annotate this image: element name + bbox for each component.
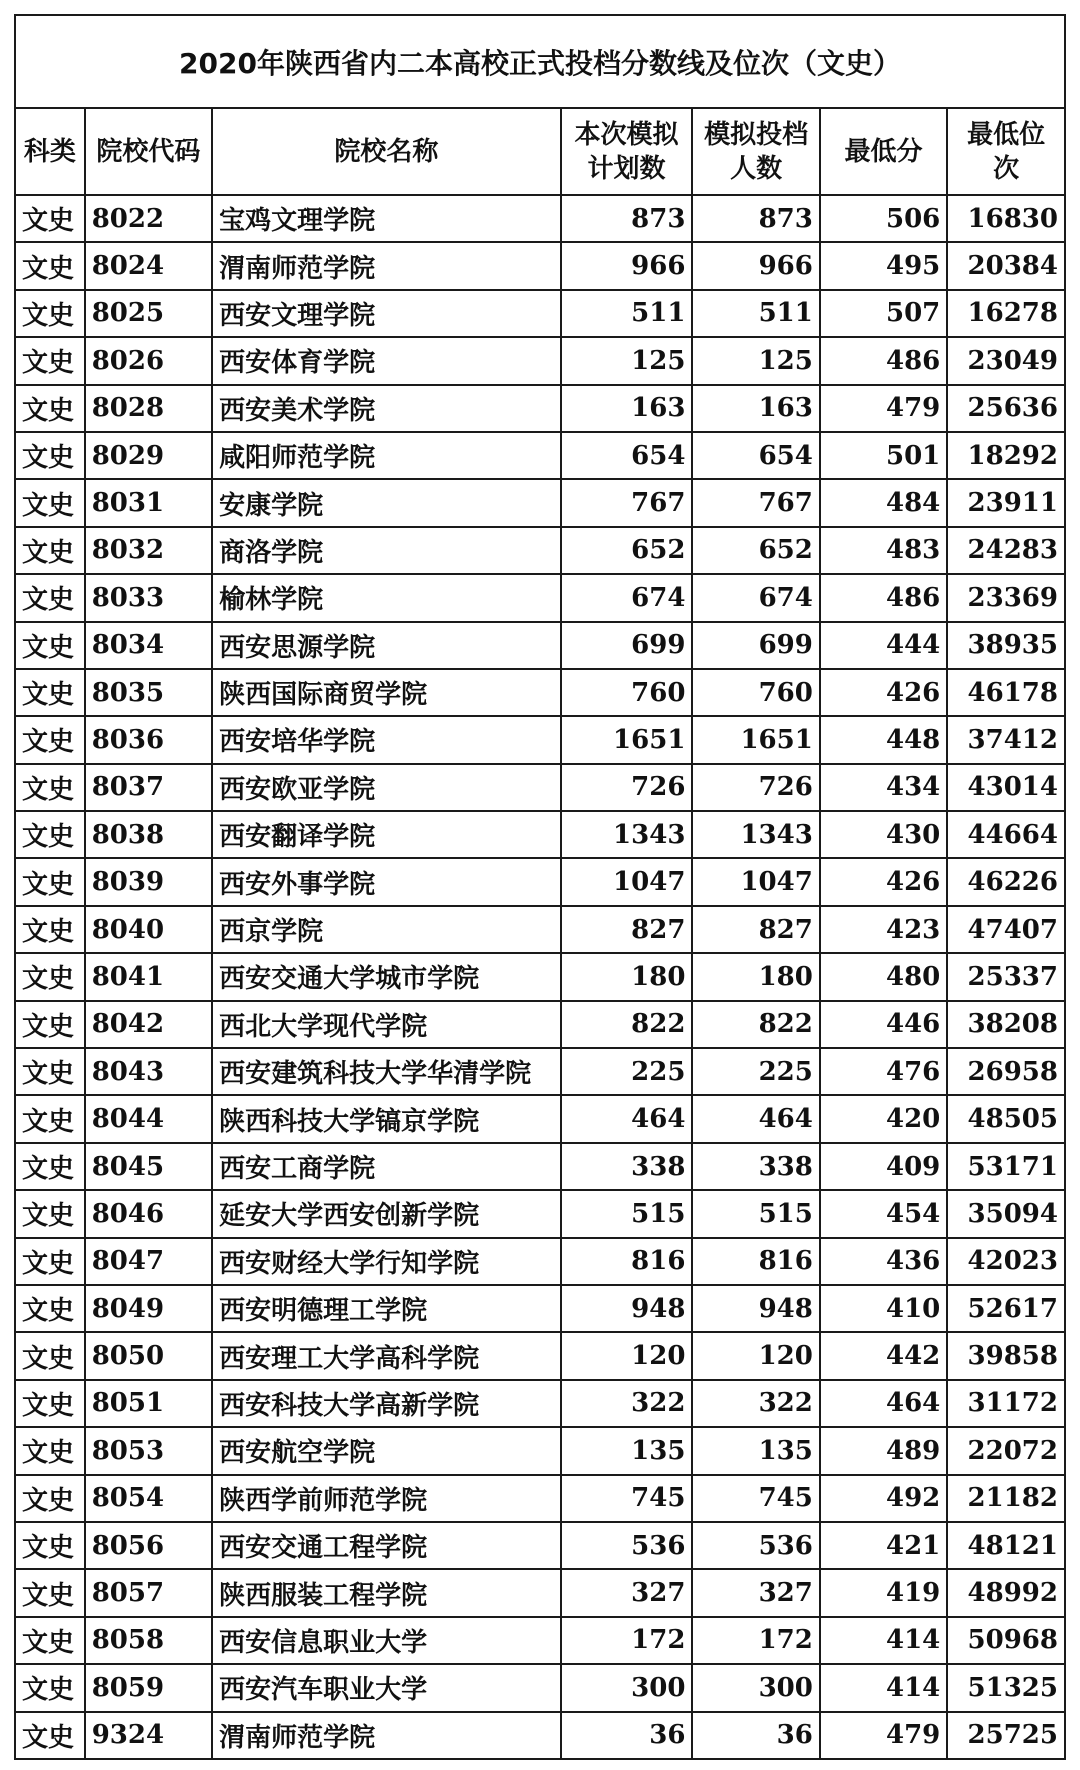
header-plan: 本次模拟计划数 (561, 108, 693, 195)
cell-name: 西安建筑科技大学华清学院 (212, 1048, 561, 1095)
cell-min-score: 426 (820, 858, 947, 905)
cell-plan: 338 (561, 1143, 693, 1190)
cell-min-rank: 22072 (947, 1427, 1065, 1474)
cell-min-rank: 51325 (947, 1664, 1065, 1711)
cell-code: 8051 (85, 1380, 212, 1427)
cell-plan: 699 (561, 622, 693, 669)
cell-plan: 767 (561, 479, 693, 526)
cell-min-rank: 20384 (947, 242, 1065, 289)
cell-min-rank: 46178 (947, 669, 1065, 716)
cell-type: 文史 (15, 195, 85, 242)
table-row (15, 1238, 1065, 1285)
cell-type: 文史 (15, 953, 85, 1000)
cell-code: 8049 (85, 1285, 212, 1332)
cell-code: 8033 (85, 574, 212, 621)
cell-plan: 654 (561, 432, 693, 479)
cell-code: 8037 (85, 764, 212, 811)
cell-min-rank: 42023 (947, 1238, 1065, 1285)
header-code: 院校代码 (85, 108, 212, 195)
cell-plan: 822 (561, 1001, 693, 1048)
cell-name: 西安航空学院 (212, 1427, 561, 1474)
cell-code: 8029 (85, 432, 212, 479)
cell-min-rank: 16830 (947, 195, 1065, 242)
cell-type: 文史 (15, 764, 85, 811)
table-row (15, 622, 1065, 669)
header-min-score: 最低分 (820, 108, 947, 195)
cell-code: 8028 (85, 385, 212, 432)
cell-name: 西安翻译学院 (212, 811, 561, 858)
cell-name: 安康学院 (212, 479, 561, 526)
cell-sim: 760 (692, 669, 819, 716)
cell-sim: 966 (692, 242, 819, 289)
cell-code: 8046 (85, 1190, 212, 1237)
cell-min-rank: 21182 (947, 1475, 1065, 1522)
cell-type: 文史 (15, 242, 85, 289)
cell-min-score: 479 (820, 1712, 947, 1759)
cell-min-rank: 25636 (947, 385, 1065, 432)
cell-code: 8053 (85, 1427, 212, 1474)
cell-code: 8041 (85, 953, 212, 1000)
cell-plan: 515 (561, 1190, 693, 1237)
table-row (15, 1048, 1065, 1095)
cell-type: 文史 (15, 669, 85, 716)
table-row (15, 242, 1065, 289)
cell-sim: 948 (692, 1285, 819, 1332)
cell-code: 8022 (85, 195, 212, 242)
cell-sim: 180 (692, 953, 819, 1000)
cell-plan: 464 (561, 1095, 693, 1142)
cell-type: 文史 (15, 716, 85, 763)
cell-code: 9324 (85, 1712, 212, 1759)
cell-sim: 827 (692, 906, 819, 953)
header-type: 科类 (15, 108, 85, 195)
cell-min-score: 480 (820, 953, 947, 1000)
cell-name: 咸阳师范学院 (212, 432, 561, 479)
cell-min-score: 506 (820, 195, 947, 242)
cell-plan: 674 (561, 574, 693, 621)
cell-min-rank: 52617 (947, 1285, 1065, 1332)
cell-name: 西安培华学院 (212, 716, 561, 763)
cell-sim: 338 (692, 1143, 819, 1190)
cell-type: 文史 (15, 527, 85, 574)
cell-min-rank: 38935 (947, 622, 1065, 669)
cell-plan: 760 (561, 669, 693, 716)
cell-name: 西安财经大学行知学院 (212, 1238, 561, 1285)
cell-min-score: 484 (820, 479, 947, 526)
cell-name: 西安汽车职业大学 (212, 1664, 561, 1711)
table-row (15, 906, 1065, 953)
cell-min-rank: 39858 (947, 1332, 1065, 1379)
cell-code: 8058 (85, 1617, 212, 1664)
cell-sim: 300 (692, 1664, 819, 1711)
cell-min-score: 419 (820, 1569, 947, 1616)
cell-min-rank: 23911 (947, 479, 1065, 526)
cell-type: 文史 (15, 622, 85, 669)
cell-min-rank: 38208 (947, 1001, 1065, 1048)
cell-name: 渭南师范学院 (212, 242, 561, 289)
cell-type: 文史 (15, 1190, 85, 1237)
cell-name: 西安外事学院 (212, 858, 561, 905)
cell-min-rank: 24283 (947, 527, 1065, 574)
table-row (15, 716, 1065, 763)
cell-min-score: 489 (820, 1427, 947, 1474)
cell-type: 文史 (15, 1427, 85, 1474)
cell-plan: 163 (561, 385, 693, 432)
cell-code: 8057 (85, 1569, 212, 1616)
header-sim: 模拟投档人数 (692, 108, 819, 195)
cell-name: 西京学院 (212, 906, 561, 953)
cell-sim: 36 (692, 1712, 819, 1759)
cell-name: 西安信息职业大学 (212, 1617, 561, 1664)
header-row (15, 108, 1065, 195)
cell-name: 延安大学西安创新学院 (212, 1190, 561, 1237)
cell-name: 西安美术学院 (212, 385, 561, 432)
cell-min-rank: 37412 (947, 716, 1065, 763)
table-row (15, 1475, 1065, 1522)
cell-min-score: 448 (820, 716, 947, 763)
cell-sim: 172 (692, 1617, 819, 1664)
cell-name: 渭南师范学院 (212, 1712, 561, 1759)
cell-type: 文史 (15, 1048, 85, 1095)
cell-name: 西安文理学院 (212, 290, 561, 337)
table-row (15, 1712, 1065, 1759)
cell-min-score: 444 (820, 622, 947, 669)
cell-sim: 163 (692, 385, 819, 432)
cell-type: 文史 (15, 479, 85, 526)
cell-sim: 125 (692, 337, 819, 384)
cell-min-score: 492 (820, 1475, 947, 1522)
cell-min-rank: 16278 (947, 290, 1065, 337)
cell-plan: 125 (561, 337, 693, 384)
cell-plan: 225 (561, 1048, 693, 1095)
cell-code: 8040 (85, 906, 212, 953)
cell-min-score: 479 (820, 385, 947, 432)
cell-type: 文史 (15, 811, 85, 858)
cell-min-score: 454 (820, 1190, 947, 1237)
cell-type: 文史 (15, 1617, 85, 1664)
table-row (15, 1427, 1065, 1474)
table-row (15, 195, 1065, 242)
cell-code: 8047 (85, 1238, 212, 1285)
cell-plan: 1651 (561, 716, 693, 763)
cell-min-rank: 47407 (947, 906, 1065, 953)
cell-name: 西安交通大学城市学院 (212, 953, 561, 1000)
cell-sim: 699 (692, 622, 819, 669)
cell-min-rank: 48121 (947, 1522, 1065, 1569)
cell-code: 8024 (85, 242, 212, 289)
cell-name: 陕西学前师范学院 (212, 1475, 561, 1522)
cell-plan: 536 (561, 1522, 693, 1569)
cell-min-score: 430 (820, 811, 947, 858)
cell-min-rank: 43014 (947, 764, 1065, 811)
cell-code: 8042 (85, 1001, 212, 1048)
header-name: 院校名称 (212, 108, 561, 195)
cell-min-rank: 35094 (947, 1190, 1065, 1237)
cell-sim: 327 (692, 1569, 819, 1616)
cell-min-score: 421 (820, 1522, 947, 1569)
cell-code: 8032 (85, 527, 212, 574)
header-min-rank: 最低位次 (947, 108, 1065, 195)
cell-min-rank: 48505 (947, 1095, 1065, 1142)
table-row (15, 1332, 1065, 1379)
cell-type: 文史 (15, 1143, 85, 1190)
cell-plan: 180 (561, 953, 693, 1000)
table-row (15, 1190, 1065, 1237)
table-row (15, 385, 1065, 432)
cell-plan: 1343 (561, 811, 693, 858)
table-title: 2020年陕西省内二本高校正式投档分数线及位次（文史） (15, 15, 1065, 108)
cell-type: 文史 (15, 858, 85, 905)
cell-sim: 816 (692, 1238, 819, 1285)
cell-sim: 767 (692, 479, 819, 526)
cell-type: 文史 (15, 1522, 85, 1569)
cell-min-score: 442 (820, 1332, 947, 1379)
cell-min-score: 423 (820, 906, 947, 953)
cell-name: 西北大学现代学院 (212, 1001, 561, 1048)
cell-sim: 654 (692, 432, 819, 479)
cell-code: 8035 (85, 669, 212, 716)
table-row (15, 1522, 1065, 1569)
table-row (15, 1380, 1065, 1427)
cell-type: 文史 (15, 1569, 85, 1616)
cell-name: 西安明德理工学院 (212, 1285, 561, 1332)
cell-name: 商洛学院 (212, 527, 561, 574)
cell-plan: 322 (561, 1380, 693, 1427)
cell-min-score: 501 (820, 432, 947, 479)
cell-plan: 966 (561, 242, 693, 289)
cell-sim: 120 (692, 1332, 819, 1379)
cell-plan: 172 (561, 1617, 693, 1664)
cell-type: 文史 (15, 574, 85, 621)
table-row (15, 574, 1065, 621)
cell-type: 文史 (15, 906, 85, 953)
cell-min-rank: 23369 (947, 574, 1065, 621)
cell-min-score: 446 (820, 1001, 947, 1048)
cell-type: 文史 (15, 1380, 85, 1427)
cell-min-rank: 23049 (947, 337, 1065, 384)
cell-min-score: 495 (820, 242, 947, 289)
cell-type: 文史 (15, 1712, 85, 1759)
cell-code: 8025 (85, 290, 212, 337)
cell-code: 8050 (85, 1332, 212, 1379)
cell-code: 8054 (85, 1475, 212, 1522)
cell-min-rank: 26958 (947, 1048, 1065, 1095)
cell-type: 文史 (15, 1285, 85, 1332)
cell-code: 8044 (85, 1095, 212, 1142)
cell-sim: 726 (692, 764, 819, 811)
cell-code: 8038 (85, 811, 212, 858)
cell-name: 西安体育学院 (212, 337, 561, 384)
cell-name: 西安欧亚学院 (212, 764, 561, 811)
cell-min-rank: 53171 (947, 1143, 1065, 1190)
cell-plan: 827 (561, 906, 693, 953)
cell-min-score: 464 (820, 1380, 947, 1427)
table-row (15, 1664, 1065, 1711)
cell-type: 文史 (15, 1095, 85, 1142)
cell-min-score: 476 (820, 1048, 947, 1095)
cell-plan: 135 (561, 1427, 693, 1474)
cell-min-score: 486 (820, 574, 947, 621)
cell-sim: 873 (692, 195, 819, 242)
cell-code: 8036 (85, 716, 212, 763)
cell-min-score: 410 (820, 1285, 947, 1332)
cell-name: 陕西科技大学镐京学院 (212, 1095, 561, 1142)
cell-type: 文史 (15, 432, 85, 479)
cell-type: 文史 (15, 1001, 85, 1048)
table-row (15, 432, 1065, 479)
cell-min-score: 426 (820, 669, 947, 716)
cell-name: 西安思源学院 (212, 622, 561, 669)
cell-min-rank: 50968 (947, 1617, 1065, 1664)
cell-plan: 726 (561, 764, 693, 811)
cell-plan: 1047 (561, 858, 693, 905)
cell-sim: 322 (692, 1380, 819, 1427)
cell-name: 宝鸡文理学院 (212, 195, 561, 242)
table-row (15, 669, 1065, 716)
cell-sim: 822 (692, 1001, 819, 1048)
cell-type: 文史 (15, 1332, 85, 1379)
cell-code: 8039 (85, 858, 212, 905)
cell-plan: 816 (561, 1238, 693, 1285)
cell-sim: 1651 (692, 716, 819, 763)
cell-code: 8043 (85, 1048, 212, 1095)
cell-min-score: 436 (820, 1238, 947, 1285)
table-row (15, 858, 1065, 905)
cell-min-rank: 48992 (947, 1569, 1065, 1616)
cell-min-rank: 25725 (947, 1712, 1065, 1759)
cell-sim: 464 (692, 1095, 819, 1142)
cell-min-rank: 18292 (947, 432, 1065, 479)
cell-name: 西安理工大学高科学院 (212, 1332, 561, 1379)
cell-min-score: 420 (820, 1095, 947, 1142)
table-row (15, 1143, 1065, 1190)
cell-plan: 36 (561, 1712, 693, 1759)
cell-plan: 327 (561, 1569, 693, 1616)
cell-name: 西安科技大学高新学院 (212, 1380, 561, 1427)
cell-plan: 300 (561, 1664, 693, 1711)
cell-sim: 1047 (692, 858, 819, 905)
table-row (15, 479, 1065, 526)
admission-score-table (14, 14, 1066, 1760)
table-row (15, 527, 1065, 574)
table-row (15, 953, 1065, 1000)
cell-type: 文史 (15, 1238, 85, 1285)
cell-min-rank: 46226 (947, 858, 1065, 905)
cell-min-score: 409 (820, 1143, 947, 1190)
cell-type: 文史 (15, 290, 85, 337)
cell-min-score: 414 (820, 1664, 947, 1711)
cell-name: 陕西服装工程学院 (212, 1569, 561, 1616)
cell-name: 西安工商学院 (212, 1143, 561, 1190)
table-row (15, 1001, 1065, 1048)
cell-min-score: 507 (820, 290, 947, 337)
table-row (15, 1569, 1065, 1616)
cell-min-score: 414 (820, 1617, 947, 1664)
cell-min-rank: 25337 (947, 953, 1065, 1000)
cell-sim: 652 (692, 527, 819, 574)
cell-code: 8026 (85, 337, 212, 384)
cell-code: 8045 (85, 1143, 212, 1190)
cell-plan: 873 (561, 195, 693, 242)
cell-sim: 674 (692, 574, 819, 621)
cell-code: 8031 (85, 479, 212, 526)
cell-name: 榆林学院 (212, 574, 561, 621)
table-row (15, 811, 1065, 858)
cell-code: 8056 (85, 1522, 212, 1569)
title-row (15, 15, 1065, 108)
table-row (15, 337, 1065, 384)
cell-type: 文史 (15, 337, 85, 384)
cell-code: 8034 (85, 622, 212, 669)
cell-sim: 515 (692, 1190, 819, 1237)
cell-min-rank: 44664 (947, 811, 1065, 858)
cell-code: 8059 (85, 1664, 212, 1711)
cell-plan: 120 (561, 1332, 693, 1379)
cell-sim: 1343 (692, 811, 819, 858)
cell-plan: 948 (561, 1285, 693, 1332)
cell-type: 文史 (15, 1664, 85, 1711)
cell-plan: 652 (561, 527, 693, 574)
cell-type: 文史 (15, 1475, 85, 1522)
cell-min-score: 486 (820, 337, 947, 384)
cell-name: 陕西国际商贸学院 (212, 669, 561, 716)
cell-min-rank: 31172 (947, 1380, 1065, 1427)
cell-sim: 225 (692, 1048, 819, 1095)
table-row (15, 1285, 1065, 1332)
table-row (15, 1095, 1065, 1142)
cell-name: 西安交通工程学院 (212, 1522, 561, 1569)
cell-sim: 745 (692, 1475, 819, 1522)
cell-type: 文史 (15, 385, 85, 432)
cell-sim: 135 (692, 1427, 819, 1474)
cell-min-score: 483 (820, 527, 947, 574)
cell-plan: 511 (561, 290, 693, 337)
cell-min-score: 434 (820, 764, 947, 811)
table-row (15, 764, 1065, 811)
table-row (15, 290, 1065, 337)
table-row (15, 1617, 1065, 1664)
cell-sim: 511 (692, 290, 819, 337)
cell-sim: 536 (692, 1522, 819, 1569)
cell-plan: 745 (561, 1475, 693, 1522)
